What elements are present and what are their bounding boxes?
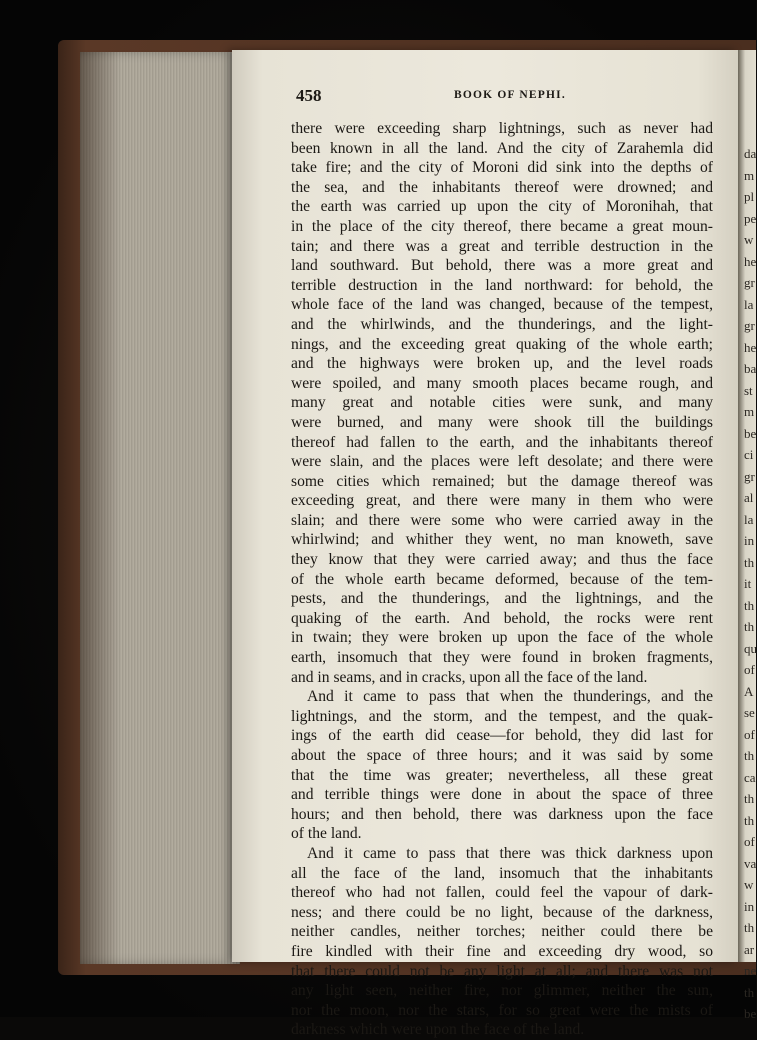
facing-page-fragment: pe: [744, 210, 757, 226]
text-line: pests, and the thunderings, and the lightnings, and the: [291, 590, 713, 608]
paragraph: [291, 687, 713, 844]
facing-page-text: [738, 143, 756, 1025]
text-line: earth, insomuch that they were found in broken fragments,: [291, 649, 713, 667]
text-line: neither candles, neither torches; neither could there be: [291, 923, 713, 941]
text-line: exceeding great, and there were many in them who were: [291, 492, 713, 510]
body-text: [291, 119, 713, 1040]
text-line: terrible destruction in the land northward: for behold, the: [291, 276, 713, 294]
text-line: they know that they were carried away; and thus the face: [291, 551, 713, 569]
text-line: thereof who had not fallen, could feel the vapour of dark-: [291, 884, 713, 902]
text-line: in twain; they were broken up upon the face of the whole: [291, 629, 713, 647]
text-line: been known in all the land. And the city of Zarahemla did: [291, 139, 713, 157]
text-line: the earth was carried up upon the city of Moronihah, that: [291, 198, 713, 216]
text-line: tain; and there was a great and terrible destruction in the: [291, 237, 713, 255]
facing-page-fragment: A: [744, 683, 754, 699]
text-line: some cities which remained; but the damage thereof was: [291, 472, 713, 490]
facing-page-fragment: be: [744, 425, 757, 441]
facing-page-fragment: w: [744, 877, 754, 892]
facing-page-fragment: th: [744, 984, 755, 1000]
text-line: the sea, and the inhabitants thereof were drowned; and: [291, 178, 713, 196]
text-line: were burned, and many were shook till the buildings: [291, 413, 713, 431]
text-line: ness; and there could be no light, because of the darkness,: [291, 903, 713, 921]
facing-page-fragment: m: [744, 167, 755, 183]
text-line: any light seen, neither fire, nor glimmer, neither the sun,: [291, 982, 713, 1000]
facing-page-fragment: la: [744, 511, 754, 527]
text-line: fire kindled with their fine and exceeding dry wood, so: [291, 942, 713, 960]
facing-page-fragment: ci: [744, 447, 754, 462]
facing-page-fragment: gr: [744, 275, 755, 290]
paragraph: [291, 844, 713, 1040]
facing-page-edge: [738, 50, 757, 1021]
text-line: slain; and there were some who were carried away in the: [291, 511, 713, 529]
facing-page-fragment: he: [744, 339, 757, 355]
facing-page-fragment: da: [744, 146, 757, 161]
facing-page-fragment: st: [744, 382, 753, 398]
text-line: darkness which were upon the face of the land.: [291, 1021, 585, 1039]
facing-page-fragment: in: [744, 898, 755, 914]
facing-page-fragment: m: [744, 404, 755, 419]
text-line: and in seams, and in cracks, upon all the face of the land.: [291, 668, 648, 686]
facing-page-fragment: of: [744, 662, 755, 677]
text-line: nings, and the exceeding great quaking of the whole earth;: [291, 335, 713, 353]
text-line: And it came to pass that there was thick darkness upon: [307, 844, 713, 862]
text-line: hours; and then behold, there was darkness upon the face: [291, 805, 713, 823]
facing-page-fragment: th: [744, 554, 755, 570]
facing-page-fragment: se: [744, 705, 755, 720]
paragraph: [291, 119, 713, 687]
facing-page-fragment: th: [744, 791, 755, 806]
facing-page-fragment: al: [744, 490, 754, 505]
text-line: and terrible things were done in about the space of three: [291, 786, 713, 804]
text-line: And it came to pass that when the thunderings, and the: [307, 688, 713, 706]
text-line: that the time was greater; nevertheless, all these great: [291, 766, 713, 784]
text-line: all the face of the land, insomuch that the inhabitants: [291, 864, 713, 882]
text-line: there were exceeding sharp lightnings, such as never had: [291, 120, 713, 137]
facing-page-fragment: ne: [744, 963, 757, 978]
facing-page-fragment: gr: [744, 318, 755, 333]
text-line: of the land.: [291, 825, 362, 843]
facing-page-fragment: ar: [744, 941, 755, 957]
page-header: [296, 86, 716, 108]
facing-page-fragment: th: [744, 597, 755, 613]
running-head: BOOK OF NEPHI.: [454, 89, 566, 101]
facing-page-fragment: la: [744, 296, 754, 312]
text-line: lightnings, and the storm, and the tempest, and the quak-: [291, 707, 713, 725]
text-line: about the space of three hours; and it was said by some: [291, 747, 713, 764]
text-line: ings of the earth did cease—for behold, they did last for: [291, 727, 713, 745]
text-line: and the whirlwinds, and the thunderings, and the light-: [291, 315, 713, 333]
text-line: land southward. But behold, there was a more great and: [291, 257, 713, 275]
facing-page-fragment: th: [744, 812, 755, 828]
text-line: were slain, and the places were left desolate; and there were: [291, 453, 713, 471]
facing-page-fragment: it: [744, 576, 752, 591]
facing-page-fragment: th: [744, 920, 755, 935]
facing-page-fragment: ca: [744, 769, 756, 785]
facing-page-fragment: w: [744, 232, 754, 247]
text-line: take fire; and the city of Moroni did sink into the depths of: [291, 159, 713, 177]
facing-page-fragment: he: [744, 253, 757, 269]
text-line: in the place of the city thereof, there became a great moun-: [291, 217, 713, 235]
facing-page-fragment: ba: [744, 361, 757, 376]
facing-page-fragment: th: [744, 748, 755, 763]
text-line: many great and notable cities were sunk, and many: [291, 394, 713, 412]
text-line: quaking of the earth. And behold, the rocks were rent: [291, 609, 713, 627]
facing-page-fragment: pl: [744, 189, 755, 204]
text-line: that there could not be any light at all; and there was not: [291, 962, 713, 980]
facing-page-fragment: of: [744, 834, 755, 849]
facing-page-fragment: qu: [744, 640, 757, 656]
text-line: whole face of the land was changed, because of the tempest,: [291, 296, 713, 314]
page-edges-shadow: [80, 52, 120, 964]
facing-page-fragment: th: [744, 619, 755, 634]
facing-page-fragment: in: [744, 533, 755, 548]
page-number: 458: [296, 86, 322, 105]
text-line: of the whole earth became deformed, because of the tem-: [291, 570, 713, 588]
facing-page-fragment: va: [744, 855, 757, 871]
text-line: and the highways were broken up, and the level roads: [291, 355, 713, 373]
text-line: nor the moon, nor the stars, for so great were the mists of: [291, 1001, 713, 1019]
facing-page-fragment: gr: [744, 468, 755, 484]
text-line: whirlwind; and whither they went, no man knoweth, save: [291, 531, 713, 549]
facing-page-fragment: of: [744, 726, 755, 742]
text-line: thereof had fallen to the earth, and the inhabitants thereof: [291, 433, 713, 451]
text-line: were spoiled, and many smooth places became rough, and: [291, 374, 713, 392]
facing-page-fragment: be: [744, 1006, 757, 1021]
